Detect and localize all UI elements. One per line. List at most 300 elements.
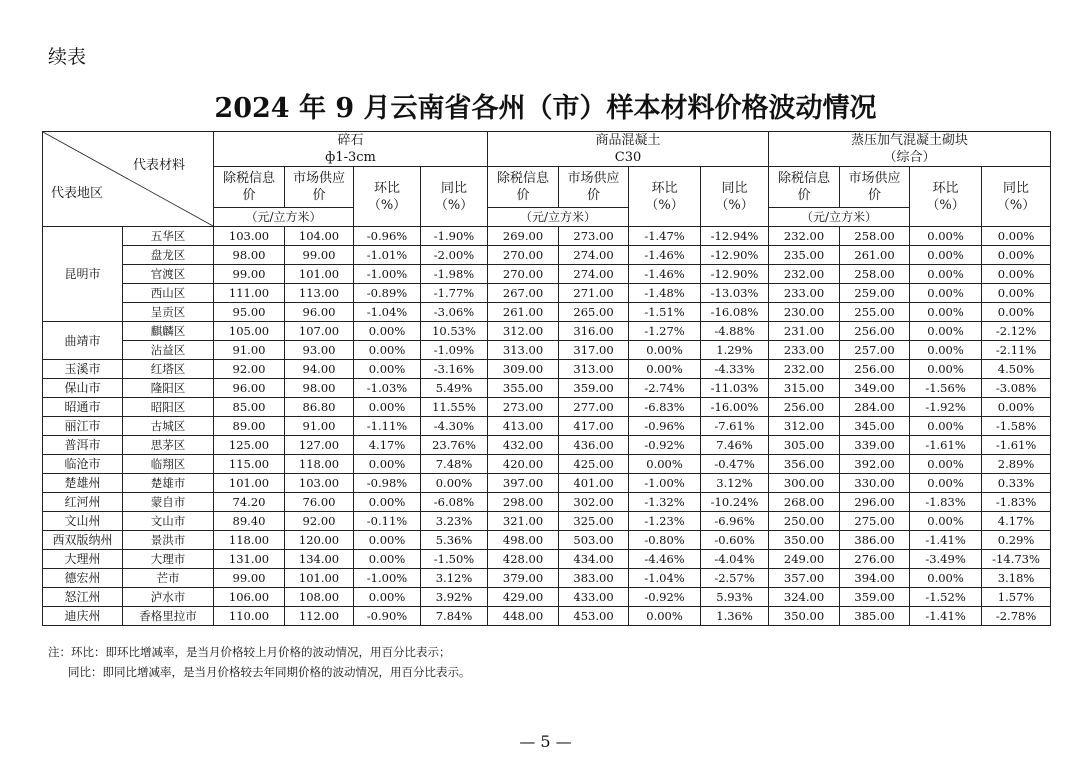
page-number: — 5 —	[519, 732, 572, 751]
value-cell: 5.49%	[421, 379, 488, 398]
value-cell: 3.18%	[982, 569, 1051, 588]
col-header-market-price: 市场供应价	[285, 167, 354, 208]
value-cell: 127.00	[285, 436, 354, 455]
value-cell: -1.46%	[629, 246, 701, 265]
value-cell: -7.61%	[701, 417, 769, 436]
value-cell: 0.00%	[354, 398, 421, 417]
value-cell: -0.11%	[354, 512, 421, 531]
value-cell: 436.00	[559, 436, 629, 455]
value-cell: 5.36%	[421, 531, 488, 550]
value-cell: 0.00%	[629, 607, 701, 626]
value-cell: 257.00	[840, 341, 910, 360]
value-cell: -4.04%	[701, 550, 769, 569]
value-cell: 274.00	[559, 246, 629, 265]
value-cell: 350.00	[769, 607, 840, 626]
district-cell: 五华区	[123, 227, 214, 246]
value-cell: 231.00	[769, 322, 840, 341]
city-cell: 临沧市	[43, 455, 123, 474]
value-cell: 0.00%	[354, 493, 421, 512]
value-cell: -4.88%	[701, 322, 769, 341]
material-header-gravel: 碎石 ф1-3cm	[214, 132, 488, 167]
value-cell: 5.93%	[701, 588, 769, 607]
value-cell: 259.00	[840, 284, 910, 303]
value-cell: 394.00	[840, 569, 910, 588]
value-cell: -6.08%	[421, 493, 488, 512]
table-row	[43, 360, 1051, 379]
city-cell: 昭通市	[43, 398, 123, 417]
col-header-tax-excl-price: 除税信息价	[769, 167, 840, 208]
value-cell: 315.00	[769, 379, 840, 398]
table-row	[43, 303, 1051, 322]
value-cell: 413.00	[488, 417, 559, 436]
value-cell: 448.00	[488, 607, 559, 626]
unit-label: （元/立方米）	[488, 208, 629, 227]
value-cell: 0.00%	[910, 360, 982, 379]
city-cell: 迪庆州	[43, 607, 123, 626]
value-cell: 233.00	[769, 284, 840, 303]
value-cell: -1.51%	[629, 303, 701, 322]
city-cell: 楚雄州	[43, 474, 123, 493]
value-cell: 101.00	[285, 265, 354, 284]
value-cell: 0.00%	[910, 284, 982, 303]
table-row	[43, 322, 1051, 341]
value-cell: 92.00	[214, 360, 285, 379]
value-cell: 356.00	[769, 455, 840, 474]
value-cell: -1.11%	[354, 417, 421, 436]
value-cell: -1.01%	[354, 246, 421, 265]
value-cell: -0.90%	[354, 607, 421, 626]
col-header-mom: 环比（%）	[354, 167, 421, 227]
table-row	[43, 341, 1051, 360]
value-cell: 300.00	[769, 474, 840, 493]
diagonal-header-cell	[43, 132, 214, 227]
value-cell: 86.80	[285, 398, 354, 417]
value-cell: 498.00	[488, 531, 559, 550]
city-cell: 怒江州	[43, 588, 123, 607]
value-cell: 98.00	[214, 246, 285, 265]
value-cell: 274.00	[559, 265, 629, 284]
value-cell: 113.00	[285, 284, 354, 303]
district-cell: 沾益区	[123, 341, 214, 360]
value-cell: 429.00	[488, 588, 559, 607]
value-cell: 99.00	[214, 569, 285, 588]
value-cell: 309.00	[488, 360, 559, 379]
value-cell: -0.96%	[354, 227, 421, 246]
city-cell: 普洱市	[43, 436, 123, 455]
value-cell: 324.00	[769, 588, 840, 607]
value-cell: 386.00	[840, 531, 910, 550]
city-cell: 大理州	[43, 550, 123, 569]
city-cell: 西双版纳州	[43, 531, 123, 550]
material-header-concrete: 商品混凝土 C30	[488, 132, 769, 167]
material-axis-label: 代表材料	[132, 158, 185, 173]
value-cell: 1.57%	[982, 588, 1051, 607]
value-cell: -1.00%	[629, 474, 701, 493]
table-row	[43, 474, 1051, 493]
value-cell: -2.74%	[629, 379, 701, 398]
value-cell: -0.89%	[354, 284, 421, 303]
value-cell: 0.00%	[421, 474, 488, 493]
value-cell: 296.00	[840, 493, 910, 512]
footnotes	[48, 642, 471, 682]
value-cell: 2.89%	[982, 455, 1051, 474]
value-cell: 339.00	[840, 436, 910, 455]
table-row	[43, 284, 1051, 303]
footnote-mom: 注：环比：即环比增减率，是当月价格较上月价格的波动情况，用百分比表示；	[48, 645, 451, 659]
value-cell: 106.00	[214, 588, 285, 607]
value-cell: 350.00	[769, 531, 840, 550]
value-cell: 11.55%	[421, 398, 488, 417]
value-cell: 312.00	[769, 417, 840, 436]
value-cell: 302.00	[559, 493, 629, 512]
value-cell: -1.46%	[629, 265, 701, 284]
district-cell: 临翔区	[123, 455, 214, 474]
value-cell: -4.33%	[701, 360, 769, 379]
value-cell: -1.58%	[982, 417, 1051, 436]
value-cell: 349.00	[840, 379, 910, 398]
value-cell: -1.90%	[421, 227, 488, 246]
price-table	[42, 131, 1051, 626]
value-cell: 98.00	[285, 379, 354, 398]
value-cell: 0.00%	[982, 246, 1051, 265]
value-cell: 345.00	[840, 417, 910, 436]
value-cell: 284.00	[840, 398, 910, 417]
value-cell: 357.00	[769, 569, 840, 588]
value-cell: 359.00	[559, 379, 629, 398]
value-cell: 250.00	[769, 512, 840, 531]
value-cell: 115.00	[214, 455, 285, 474]
value-cell: 4.50%	[982, 360, 1051, 379]
value-cell: 0.00%	[910, 246, 982, 265]
value-cell: -3.08%	[982, 379, 1051, 398]
value-cell: 273.00	[559, 227, 629, 246]
header-row-materials	[43, 132, 1051, 167]
value-cell: 96.00	[214, 379, 285, 398]
value-cell: 0.00%	[982, 227, 1051, 246]
value-cell: 433.00	[559, 588, 629, 607]
value-cell: -0.96%	[629, 417, 701, 436]
value-cell: -6.96%	[701, 512, 769, 531]
value-cell: 1.29%	[701, 341, 769, 360]
value-cell: 258.00	[840, 227, 910, 246]
value-cell: -11.03%	[701, 379, 769, 398]
value-cell: 105.00	[214, 322, 285, 341]
value-cell: 233.00	[769, 341, 840, 360]
district-cell: 大理市	[123, 550, 214, 569]
table-row	[43, 588, 1051, 607]
table-row	[43, 455, 1051, 474]
value-cell: 230.00	[769, 303, 840, 322]
value-cell: 325.00	[559, 512, 629, 531]
value-cell: 255.00	[840, 303, 910, 322]
value-cell: -2.00%	[421, 246, 488, 265]
value-cell: 420.00	[488, 455, 559, 474]
value-cell: 0.00%	[982, 398, 1051, 417]
value-cell: 268.00	[769, 493, 840, 512]
value-cell: -12.94%	[701, 227, 769, 246]
table-row	[43, 512, 1051, 531]
value-cell: 89.40	[214, 512, 285, 531]
district-cell: 隆阳区	[123, 379, 214, 398]
value-cell: -1.23%	[629, 512, 701, 531]
value-cell: 85.00	[214, 398, 285, 417]
value-cell: 256.00	[769, 398, 840, 417]
value-cell: 7.46%	[701, 436, 769, 455]
value-cell: 313.00	[559, 360, 629, 379]
district-cell: 香格里拉市	[123, 607, 214, 626]
value-cell: 379.00	[488, 569, 559, 588]
value-cell: 0.00%	[629, 360, 701, 379]
value-cell: 392.00	[840, 455, 910, 474]
col-header-tax-excl-price: 除税信息价	[488, 167, 559, 208]
value-cell: 321.00	[488, 512, 559, 531]
value-cell: 267.00	[488, 284, 559, 303]
value-cell: 383.00	[559, 569, 629, 588]
district-cell: 思茅区	[123, 436, 214, 455]
value-cell: 112.00	[285, 607, 354, 626]
value-cell: 118.00	[214, 531, 285, 550]
value-cell: 316.00	[559, 322, 629, 341]
value-cell: -2.11%	[982, 341, 1051, 360]
value-cell: -10.24%	[701, 493, 769, 512]
value-cell: 249.00	[769, 550, 840, 569]
value-cell: 256.00	[840, 322, 910, 341]
table-row	[43, 227, 1051, 246]
value-cell: 111.00	[214, 284, 285, 303]
table-row	[43, 550, 1051, 569]
value-cell: -1.56%	[910, 379, 982, 398]
value-cell: 0.00%	[982, 303, 1051, 322]
value-cell: 0.00%	[354, 550, 421, 569]
value-cell: 0.00%	[354, 360, 421, 379]
value-cell: 305.00	[769, 436, 840, 455]
col-header-tax-excl-price: 除税信息价	[214, 167, 285, 208]
value-cell: 0.00%	[910, 569, 982, 588]
value-cell: 261.00	[840, 246, 910, 265]
city-cell: 红河州	[43, 493, 123, 512]
value-cell: -16.00%	[701, 398, 769, 417]
value-cell: -0.92%	[629, 436, 701, 455]
value-cell: 0.00%	[354, 341, 421, 360]
district-cell: 西山区	[123, 284, 214, 303]
value-cell: 0.00%	[910, 455, 982, 474]
value-cell: 277.00	[559, 398, 629, 417]
value-cell: 276.00	[840, 550, 910, 569]
value-cell: 359.00	[840, 588, 910, 607]
district-cell: 景洪市	[123, 531, 214, 550]
value-cell: -1.00%	[354, 569, 421, 588]
value-cell: 0.00%	[910, 341, 982, 360]
value-cell: -2.57%	[701, 569, 769, 588]
value-cell: -1.41%	[910, 531, 982, 550]
value-cell: 313.00	[488, 341, 559, 360]
value-cell: 74.20	[214, 493, 285, 512]
value-cell: 317.00	[559, 341, 629, 360]
value-cell: 91.00	[214, 341, 285, 360]
value-cell: -6.83%	[629, 398, 701, 417]
col-header-market-price: 市场供应价	[559, 167, 629, 208]
value-cell: 134.00	[285, 550, 354, 569]
value-cell: -14.73%	[982, 550, 1051, 569]
value-cell: -3.06%	[421, 303, 488, 322]
value-cell: -4.46%	[629, 550, 701, 569]
value-cell: -1.50%	[421, 550, 488, 569]
value-cell: 107.00	[285, 322, 354, 341]
value-cell: 131.00	[214, 550, 285, 569]
value-cell: 0.00%	[910, 265, 982, 284]
value-cell: -1.03%	[354, 379, 421, 398]
value-cell: 0.00%	[910, 417, 982, 436]
value-cell: -3.49%	[910, 550, 982, 569]
value-cell: 425.00	[559, 455, 629, 474]
col-header-mom: 环比（%）	[910, 167, 982, 227]
value-cell: 0.00%	[354, 588, 421, 607]
district-cell: 红塔区	[123, 360, 214, 379]
value-cell: 232.00	[769, 265, 840, 284]
value-cell: 0.00%	[910, 474, 982, 493]
value-cell: 235.00	[769, 246, 840, 265]
value-cell: -2.12%	[982, 322, 1051, 341]
city-cell: 德宏州	[43, 569, 123, 588]
district-cell: 古城区	[123, 417, 214, 436]
table-row	[43, 531, 1051, 550]
value-cell: -4.30%	[421, 417, 488, 436]
value-cell: 275.00	[840, 512, 910, 531]
value-cell: -1.77%	[421, 284, 488, 303]
value-cell: -1.41%	[910, 607, 982, 626]
value-cell: -12.90%	[701, 246, 769, 265]
value-cell: -1.83%	[982, 493, 1051, 512]
city-cell: 保山市	[43, 379, 123, 398]
value-cell: 261.00	[488, 303, 559, 322]
continued-label: 续表	[48, 46, 87, 68]
value-cell: 3.12%	[701, 474, 769, 493]
value-cell: 0.00%	[982, 284, 1051, 303]
city-cell: 曲靖市	[43, 322, 123, 360]
district-cell: 泸水市	[123, 588, 214, 607]
value-cell: 330.00	[840, 474, 910, 493]
value-cell: 95.00	[214, 303, 285, 322]
value-cell: -3.16%	[421, 360, 488, 379]
value-cell: 7.84%	[421, 607, 488, 626]
value-cell: -1.32%	[629, 493, 701, 512]
value-cell: 125.00	[214, 436, 285, 455]
value-cell: 1.36%	[701, 607, 769, 626]
value-cell: 0.00%	[910, 322, 982, 341]
district-cell: 文山市	[123, 512, 214, 531]
value-cell: 401.00	[559, 474, 629, 493]
value-cell: 417.00	[559, 417, 629, 436]
value-cell: 96.00	[285, 303, 354, 322]
table-row	[43, 265, 1051, 284]
col-header-yoy: 同比（%）	[421, 167, 488, 227]
unit-label: （元/立方米）	[214, 208, 354, 227]
value-cell: -1.47%	[629, 227, 701, 246]
value-cell: 434.00	[559, 550, 629, 569]
value-cell: 4.17%	[354, 436, 421, 455]
value-cell: -1.27%	[629, 322, 701, 341]
table-row	[43, 398, 1051, 417]
city-cell: 昆明市	[43, 227, 123, 322]
value-cell: -1.52%	[910, 588, 982, 607]
district-cell: 官渡区	[123, 265, 214, 284]
value-cell: 4.17%	[982, 512, 1051, 531]
value-cell: -1.04%	[629, 569, 701, 588]
district-cell: 麒麟区	[123, 322, 214, 341]
city-cell: 文山州	[43, 512, 123, 531]
table-row	[43, 379, 1051, 398]
value-cell: 94.00	[285, 360, 354, 379]
value-cell: 101.00	[285, 569, 354, 588]
table-row	[43, 607, 1051, 626]
table-row	[43, 246, 1051, 265]
value-cell: 104.00	[285, 227, 354, 246]
value-cell: -0.92%	[629, 588, 701, 607]
value-cell: 0.00%	[910, 303, 982, 322]
value-cell: 503.00	[559, 531, 629, 550]
value-cell: -1.92%	[910, 398, 982, 417]
value-cell: 0.00%	[910, 227, 982, 246]
value-cell: 3.92%	[421, 588, 488, 607]
value-cell: 10.53%	[421, 322, 488, 341]
page-title: 2024 年 9 月云南省各州（市）样本材料价格波动情况	[214, 93, 877, 124]
value-cell: 99.00	[285, 246, 354, 265]
city-cell: 丽江市	[43, 417, 123, 436]
value-cell: 453.00	[559, 607, 629, 626]
value-cell: 108.00	[285, 588, 354, 607]
value-cell: 269.00	[488, 227, 559, 246]
value-cell: 355.00	[488, 379, 559, 398]
value-cell: 232.00	[769, 360, 840, 379]
value-cell: 428.00	[488, 550, 559, 569]
value-cell: 93.00	[285, 341, 354, 360]
value-cell: 0.29%	[982, 531, 1051, 550]
value-cell: -12.90%	[701, 265, 769, 284]
region-axis-label: 代表地区	[51, 186, 104, 201]
unit-label: （元/立方米）	[769, 208, 910, 227]
value-cell: -1.61%	[982, 436, 1051, 455]
value-cell: -0.47%	[701, 455, 769, 474]
value-cell: 232.00	[769, 227, 840, 246]
value-cell: 265.00	[559, 303, 629, 322]
value-cell: 89.00	[214, 417, 285, 436]
district-cell: 盘龙区	[123, 246, 214, 265]
value-cell: 0.33%	[982, 474, 1051, 493]
value-cell: -1.98%	[421, 265, 488, 284]
value-cell: 110.00	[214, 607, 285, 626]
value-cell: 0.00%	[354, 531, 421, 550]
value-cell: -1.61%	[910, 436, 982, 455]
value-cell: -16.08%	[701, 303, 769, 322]
value-cell: -0.80%	[629, 531, 701, 550]
value-cell: -0.98%	[354, 474, 421, 493]
value-cell: 0.00%	[982, 265, 1051, 284]
city-cell: 玉溪市	[43, 360, 123, 379]
col-header-market-price: 市场供应价	[840, 167, 910, 208]
col-header-mom: 环比（%）	[629, 167, 701, 227]
value-cell: 0.00%	[354, 322, 421, 341]
col-header-yoy: 同比（%）	[982, 167, 1051, 227]
district-cell: 呈贡区	[123, 303, 214, 322]
value-cell: 298.00	[488, 493, 559, 512]
value-cell: -1.83%	[910, 493, 982, 512]
material-header-block: 蒸压加气混凝土砌块 （综合）	[769, 132, 1051, 167]
value-cell: 0.00%	[354, 455, 421, 474]
value-cell: 0.00%	[629, 341, 701, 360]
value-cell: -2.78%	[982, 607, 1051, 626]
district-cell: 蒙自市	[123, 493, 214, 512]
value-cell: -0.60%	[701, 531, 769, 550]
